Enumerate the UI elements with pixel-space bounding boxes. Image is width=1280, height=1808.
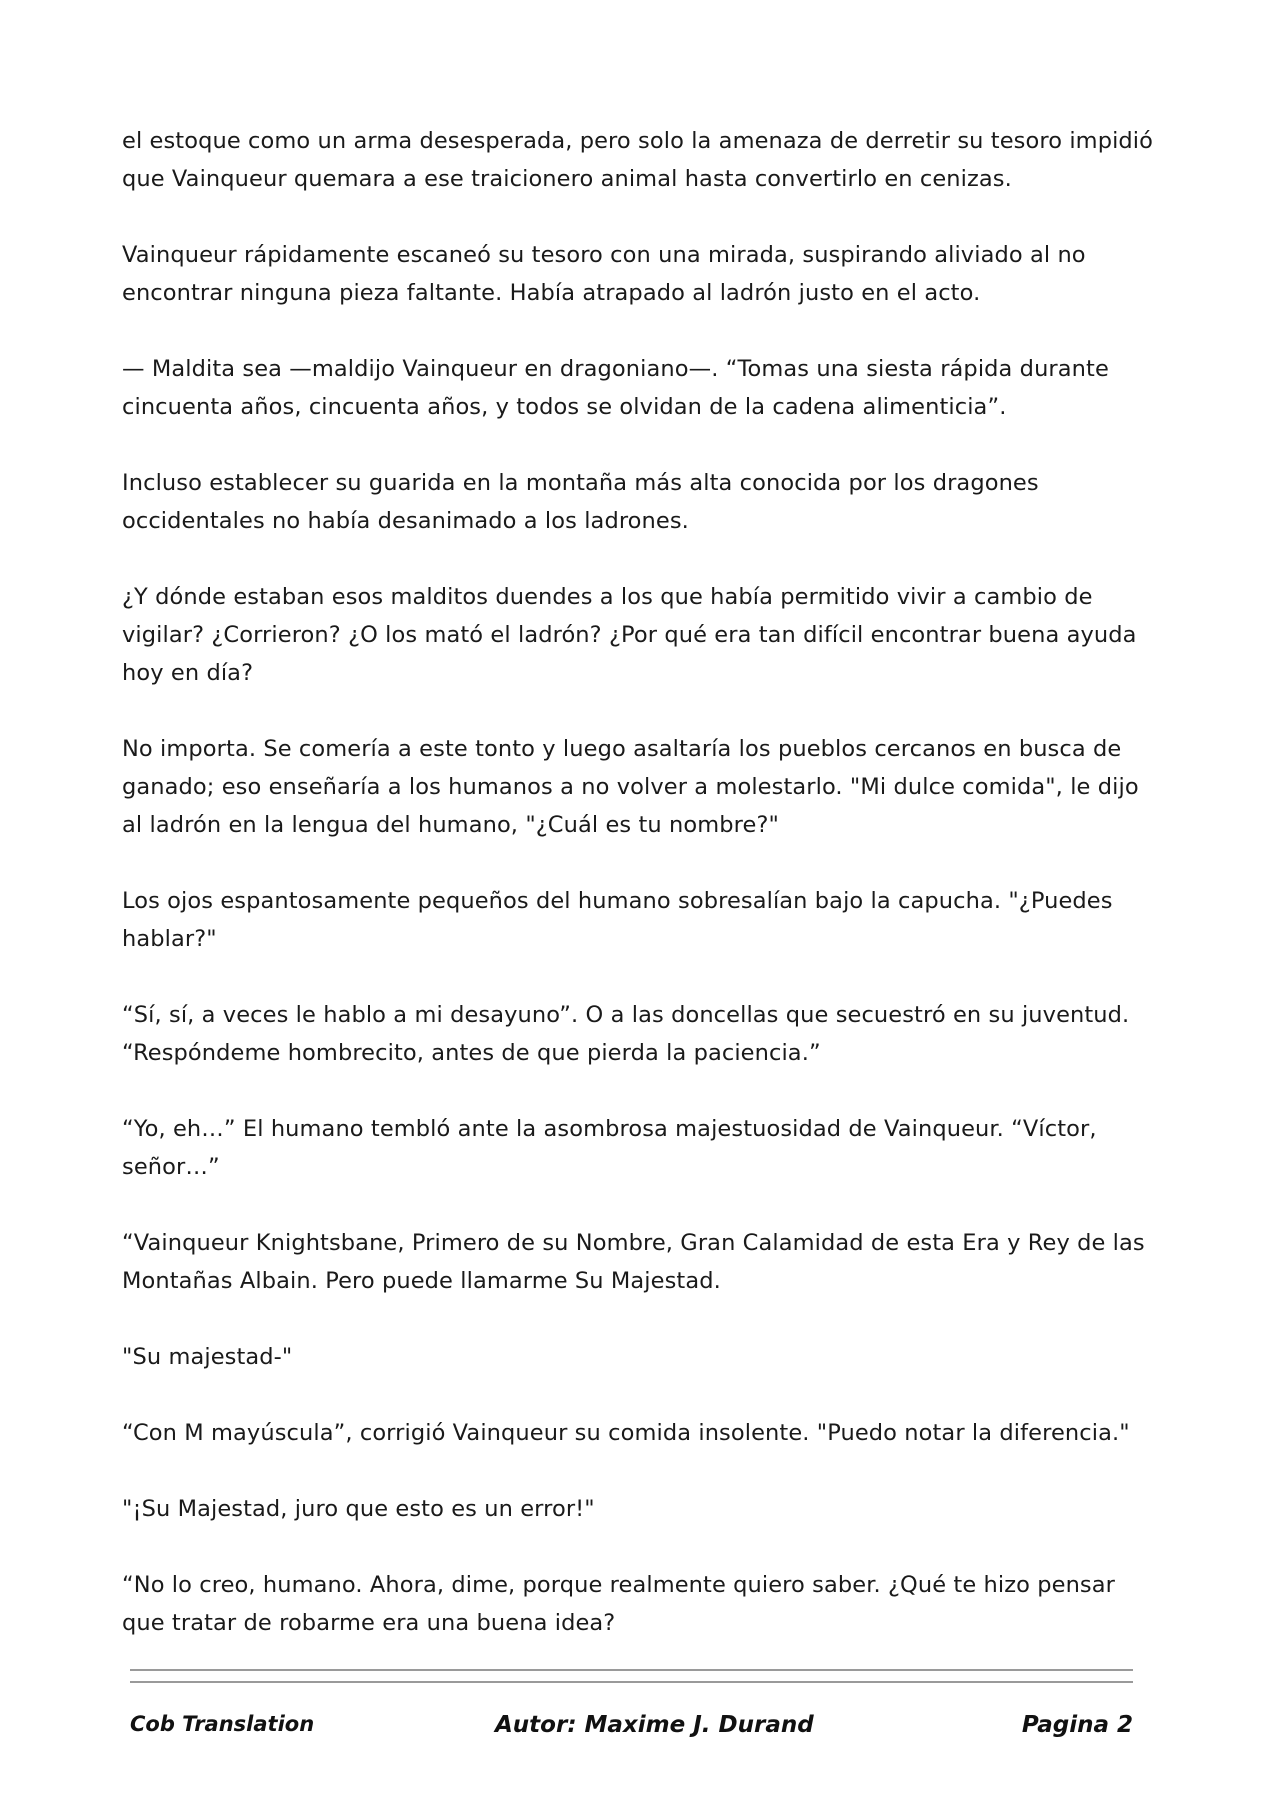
footer-author: Autor: Maxime J. Durand xyxy=(495,1712,814,1738)
paragraph: ¿Y dónde estaban esos malditos duendes a los que había permitido vivir a cambio de vigilar? ¿Corrieron? ¿O los mató el ladrón? ¿Por qué era tan difícil encontrar buena ayuda hoy en día? xyxy=(122,584,1144,686)
paragraph: "¡Su Majestad, juro que esto es un error!" xyxy=(122,1496,595,1522)
page-footer xyxy=(130,1712,1133,1746)
paragraph: Vainqueur rápidamente escaneó su tesoro con una mirada, suspirando aliviado al no encontrar ninguna pieza faltante. Había atrapado al ladrón justo en el acto. xyxy=(122,242,1093,306)
paragraph: "Su majestad-" xyxy=(122,1344,293,1370)
paragraph: “No lo creo, humano. Ahora, dime, porque realmente quiero saber. ¿Qué te hizo pensar que tratar de robarme era una buena idea? xyxy=(122,1572,1123,1636)
paragraph: “Yo, eh…” El humano tembló ante la asombrosa majestuosidad de Vainqueur. “Víctor, señor…” xyxy=(122,1116,1104,1180)
paragraph: “Sí, sí, a veces le hablo a mi desayuno”. O a las doncellas que secuestró en su juventud. “Respóndeme hombrecito, antes de que pierda la paciencia.” xyxy=(122,1002,1137,1066)
footer-page-number: Pagina 2 xyxy=(1021,1712,1133,1738)
paragraph: “Vainqueur Knightsbane, Primero de su Nombre, Gran Calamidad de esta Era y Rey de las Montañas Albain. Pero puede llamarme Su Majestad. xyxy=(122,1230,1153,1294)
paragraph: “Con M mayúscula”, corrigió Vainqueur su comida insolente. "Puedo notar la diferencia." xyxy=(122,1420,1130,1446)
footer-divider-top xyxy=(130,1669,1133,1671)
paragraph: el estoque como un arma desesperada, pero solo la amenaza de derretir su tesoro impidió que Vainqueur quemara a ese traicionero animal hasta convertirlo en cenizas. xyxy=(122,128,1161,192)
paragraph: Incluso establecer su guarida en la montaña más alta conocida por los dragones occidentales no había desanimado a los ladrones. xyxy=(122,470,1046,534)
paragraph: — Maldita sea —maldijo Vainqueur en dragoniano—. “Tomas una siesta rápida durante cincuenta años, cincuenta años, y todos se olvidan de la cadena alimenticia”. xyxy=(122,356,1117,420)
body-text xyxy=(122,122,1162,1642)
paragraph: No importa. Se comería a este tonto y luego asaltaría los pueblos cercanos en busca de ganado; eso enseñaría a los humanos a no volver a molestarlo. "Mi dulce comida", le dijo al ladrón en la lengua del humano, "¿Cuál es tu nombre?" xyxy=(122,736,1146,838)
footer-translator: Cob Translation xyxy=(130,1712,315,1736)
footer-divider-bottom xyxy=(130,1681,1133,1683)
paragraph: Los ojos espantosamente pequeños del humano sobresalían bajo la capucha. "¿Puedes hablar?" xyxy=(122,888,1120,952)
